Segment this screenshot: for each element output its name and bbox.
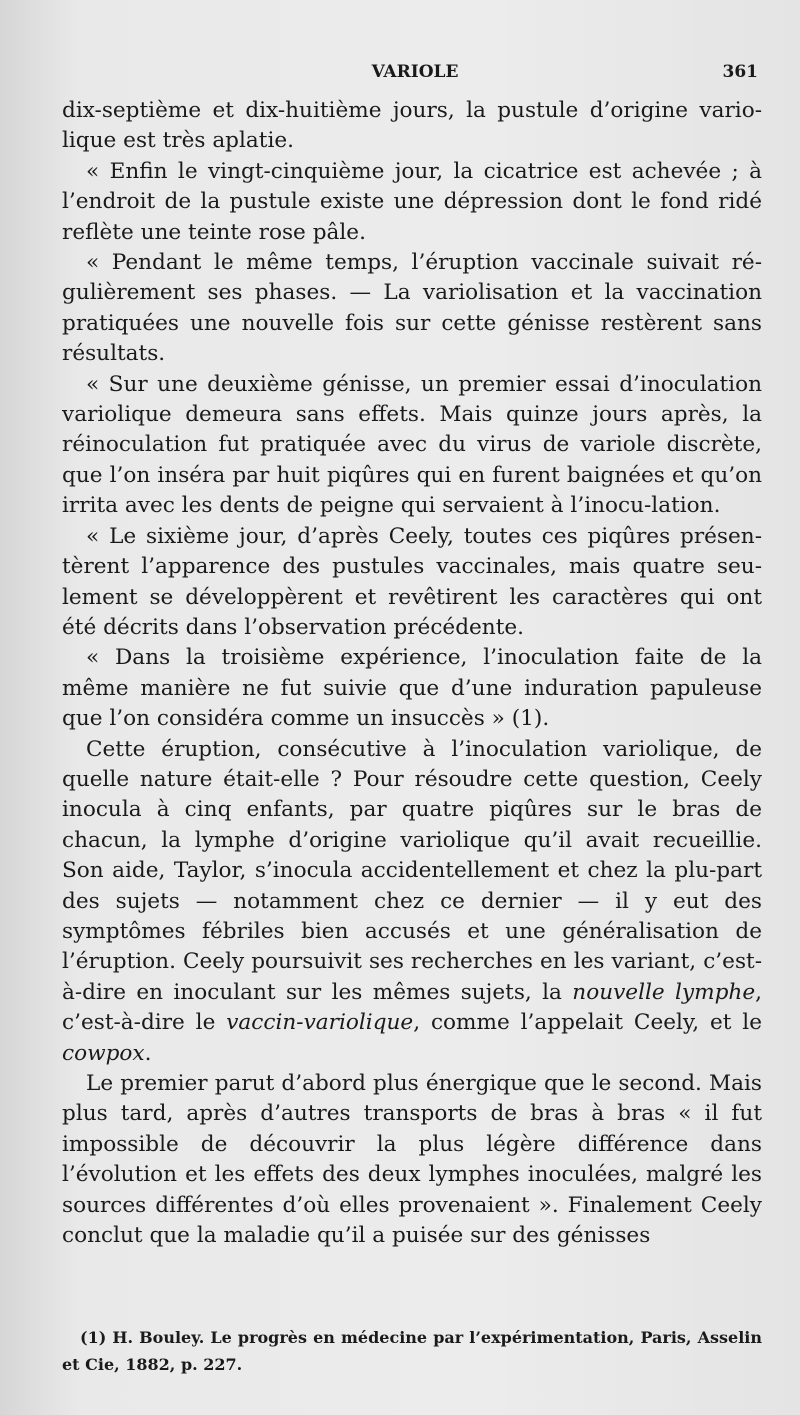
paragraph: dix-septième et dix-huitième jours, la pustule d’origine vario-lique est très aplatie. <box>62 98 762 154</box>
paragraph: Le premier parut d’abord plus énergique que le second. Mais plus tard, après d’autres transports de bras à bras « il fut impossible de découvrir la plus légère différence dans l’évolution et les effets des deux lymphes inoculées, malgré les sources différentes d’où elles provenaient ». Finalement Ceely conclut que la maladie qu’il a puisée sur des génisses <box>62 1071 762 1249</box>
page-number: 361 <box>722 62 758 82</box>
footnote <box>62 1324 762 1378</box>
italic-term: cowpox <box>62 1040 145 1066</box>
paragraph-text: , c’est-à-dire le <box>62 979 762 1036</box>
running-title: VARIOLE <box>371 62 459 82</box>
paragraph: « Dans la troisième expérience, l’inoculation faite de la même manière ne fut suivie que d’une induration papuleuse que l’on considéra comme un insuccès » (1). <box>62 645 762 732</box>
italic-term: nouvelle lymphe <box>572 979 756 1005</box>
paragraph-text: , comme l’appelait Ceely, et le <box>413 1010 762 1036</box>
footnote-text: (1) H. Bouley. Le progrès en médecine par l’expérimentation, Paris, Asselin et Cie, 1882, p. 227. <box>62 1328 762 1374</box>
italic-term: vaccin-variolique <box>226 1010 414 1036</box>
paragraph-text: . <box>144 1040 152 1066</box>
paragraph: « Sur une deuxième génisse, un premier essai d’inoculation variolique demeura sans effets. Mais quinze jours après, la réinoculation fut pratiquée avec du virus de variole discrète, que l’on inséra par huit piqûres qui en furent baignées et qu’on irrita avec les dents de peigne qui servaient à l’inocu-lation. <box>62 371 762 519</box>
paragraph: « Enfin le vingt-cinquième jour, la cicatrice est achevée ; à l’endroit de la pustule existe une dépression dont le fond ridé reflète une teinte rose pâle. <box>62 158 762 245</box>
paragraph <box>62 735 762 1069</box>
body-text <box>62 96 762 1251</box>
paragraph-text: Cette éruption, consécutive à l’inoculation variolique, de quelle nature était-elle ? Pour résoudre cette question, Ceely inocula à cinq enfants, par quatre piqûres sur le bras de chacun, la lymphe d’origine variolique qu’il avait recueillie. Son aide, Taylor, s’inocula accidentellement et chez la plu-part des sujets — notamment chez ce dernier — il y eut des symptômes fébriles bien accusés et une généralisation de l’éruption. Ceely poursuivit ses recherches en les variant, c’est-à-dire en inoculant sur les mêmes sujets, la <box>62 736 762 1005</box>
running-header <box>62 62 768 86</box>
paragraph: « Le sixième jour, d’après Ceely, toutes ces piqûres présen-tèrent l’apparence des pustules vaccinales, mais quatre seu-lement se développèrent et revêtirent les caractères qui ont été décrits dans l’observation précédente. <box>62 523 762 640</box>
paragraph: « Pendant le même temps, l’éruption vaccinale suivait ré-gulièrement ses phases. — La variolisation et la vaccination pratiquées une nouvelle fois sur cette génisse restèrent sans résultats. <box>62 250 762 367</box>
